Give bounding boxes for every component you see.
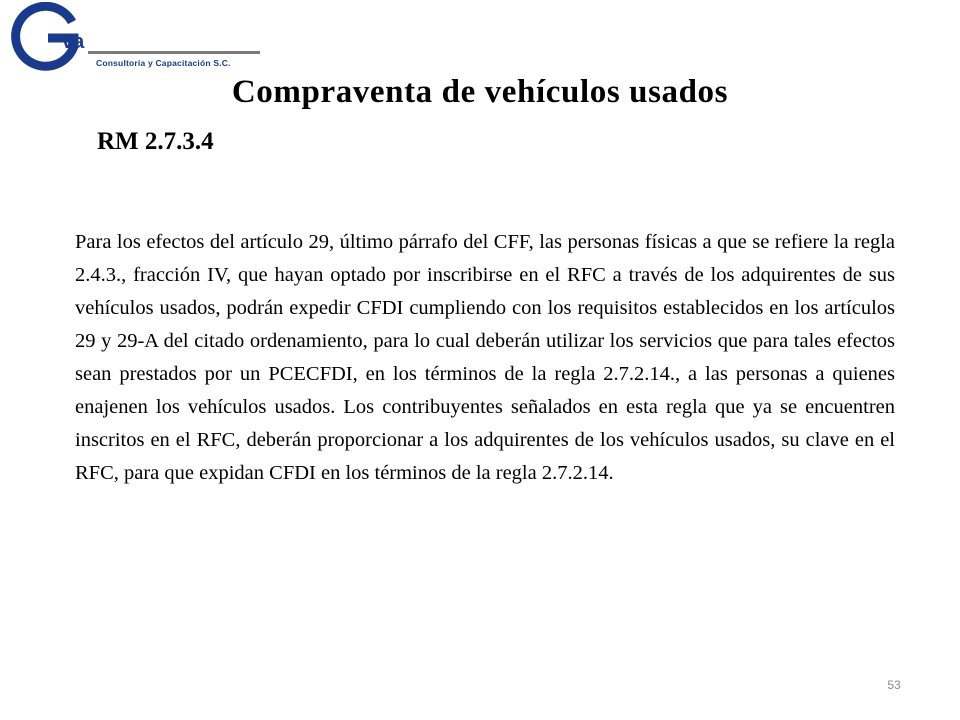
body-paragraph: Para los efectos del artículo 29, último párrafo del CFF, las personas físicas a que se refiere la regla 2.4.3., fracción IV, que hayan optado por inscribirse en el RFC a través de los adquirentes de sus vehículos usados, podrán expedir CFDI cumpliendo con los requisitos establecidos en los artículos 29 y 29-A del citado ordenamiento, para lo cual deberán utilizar los servicios que para tales efectos sean prestados por un PCECFDI, en los términos de la regla 2.7.2.14., a las personas a quienes enajenen los vehículos usados. Los contribuyentes señalados en esta regla que ya se encuentren inscritos en el RFC, deberán proporcionar a los adquirentes de los vehículos usados, su clave en el RFC, para que expidan CFDI en los términos de la regla 2.7.2.14. (75, 231, 895, 484)
logo-sub-letters: va (62, 31, 85, 53)
page-number: 53 (887, 678, 901, 692)
slide-title: Compraventa de vehículos usados (231, 74, 729, 110)
logo-tagline: Consultoría y Capacitación S.C. (96, 58, 231, 68)
logo-underline (88, 51, 260, 54)
company-logo (4, 2, 266, 74)
rule-reference: RM 2.7.3.4 (97, 128, 214, 155)
